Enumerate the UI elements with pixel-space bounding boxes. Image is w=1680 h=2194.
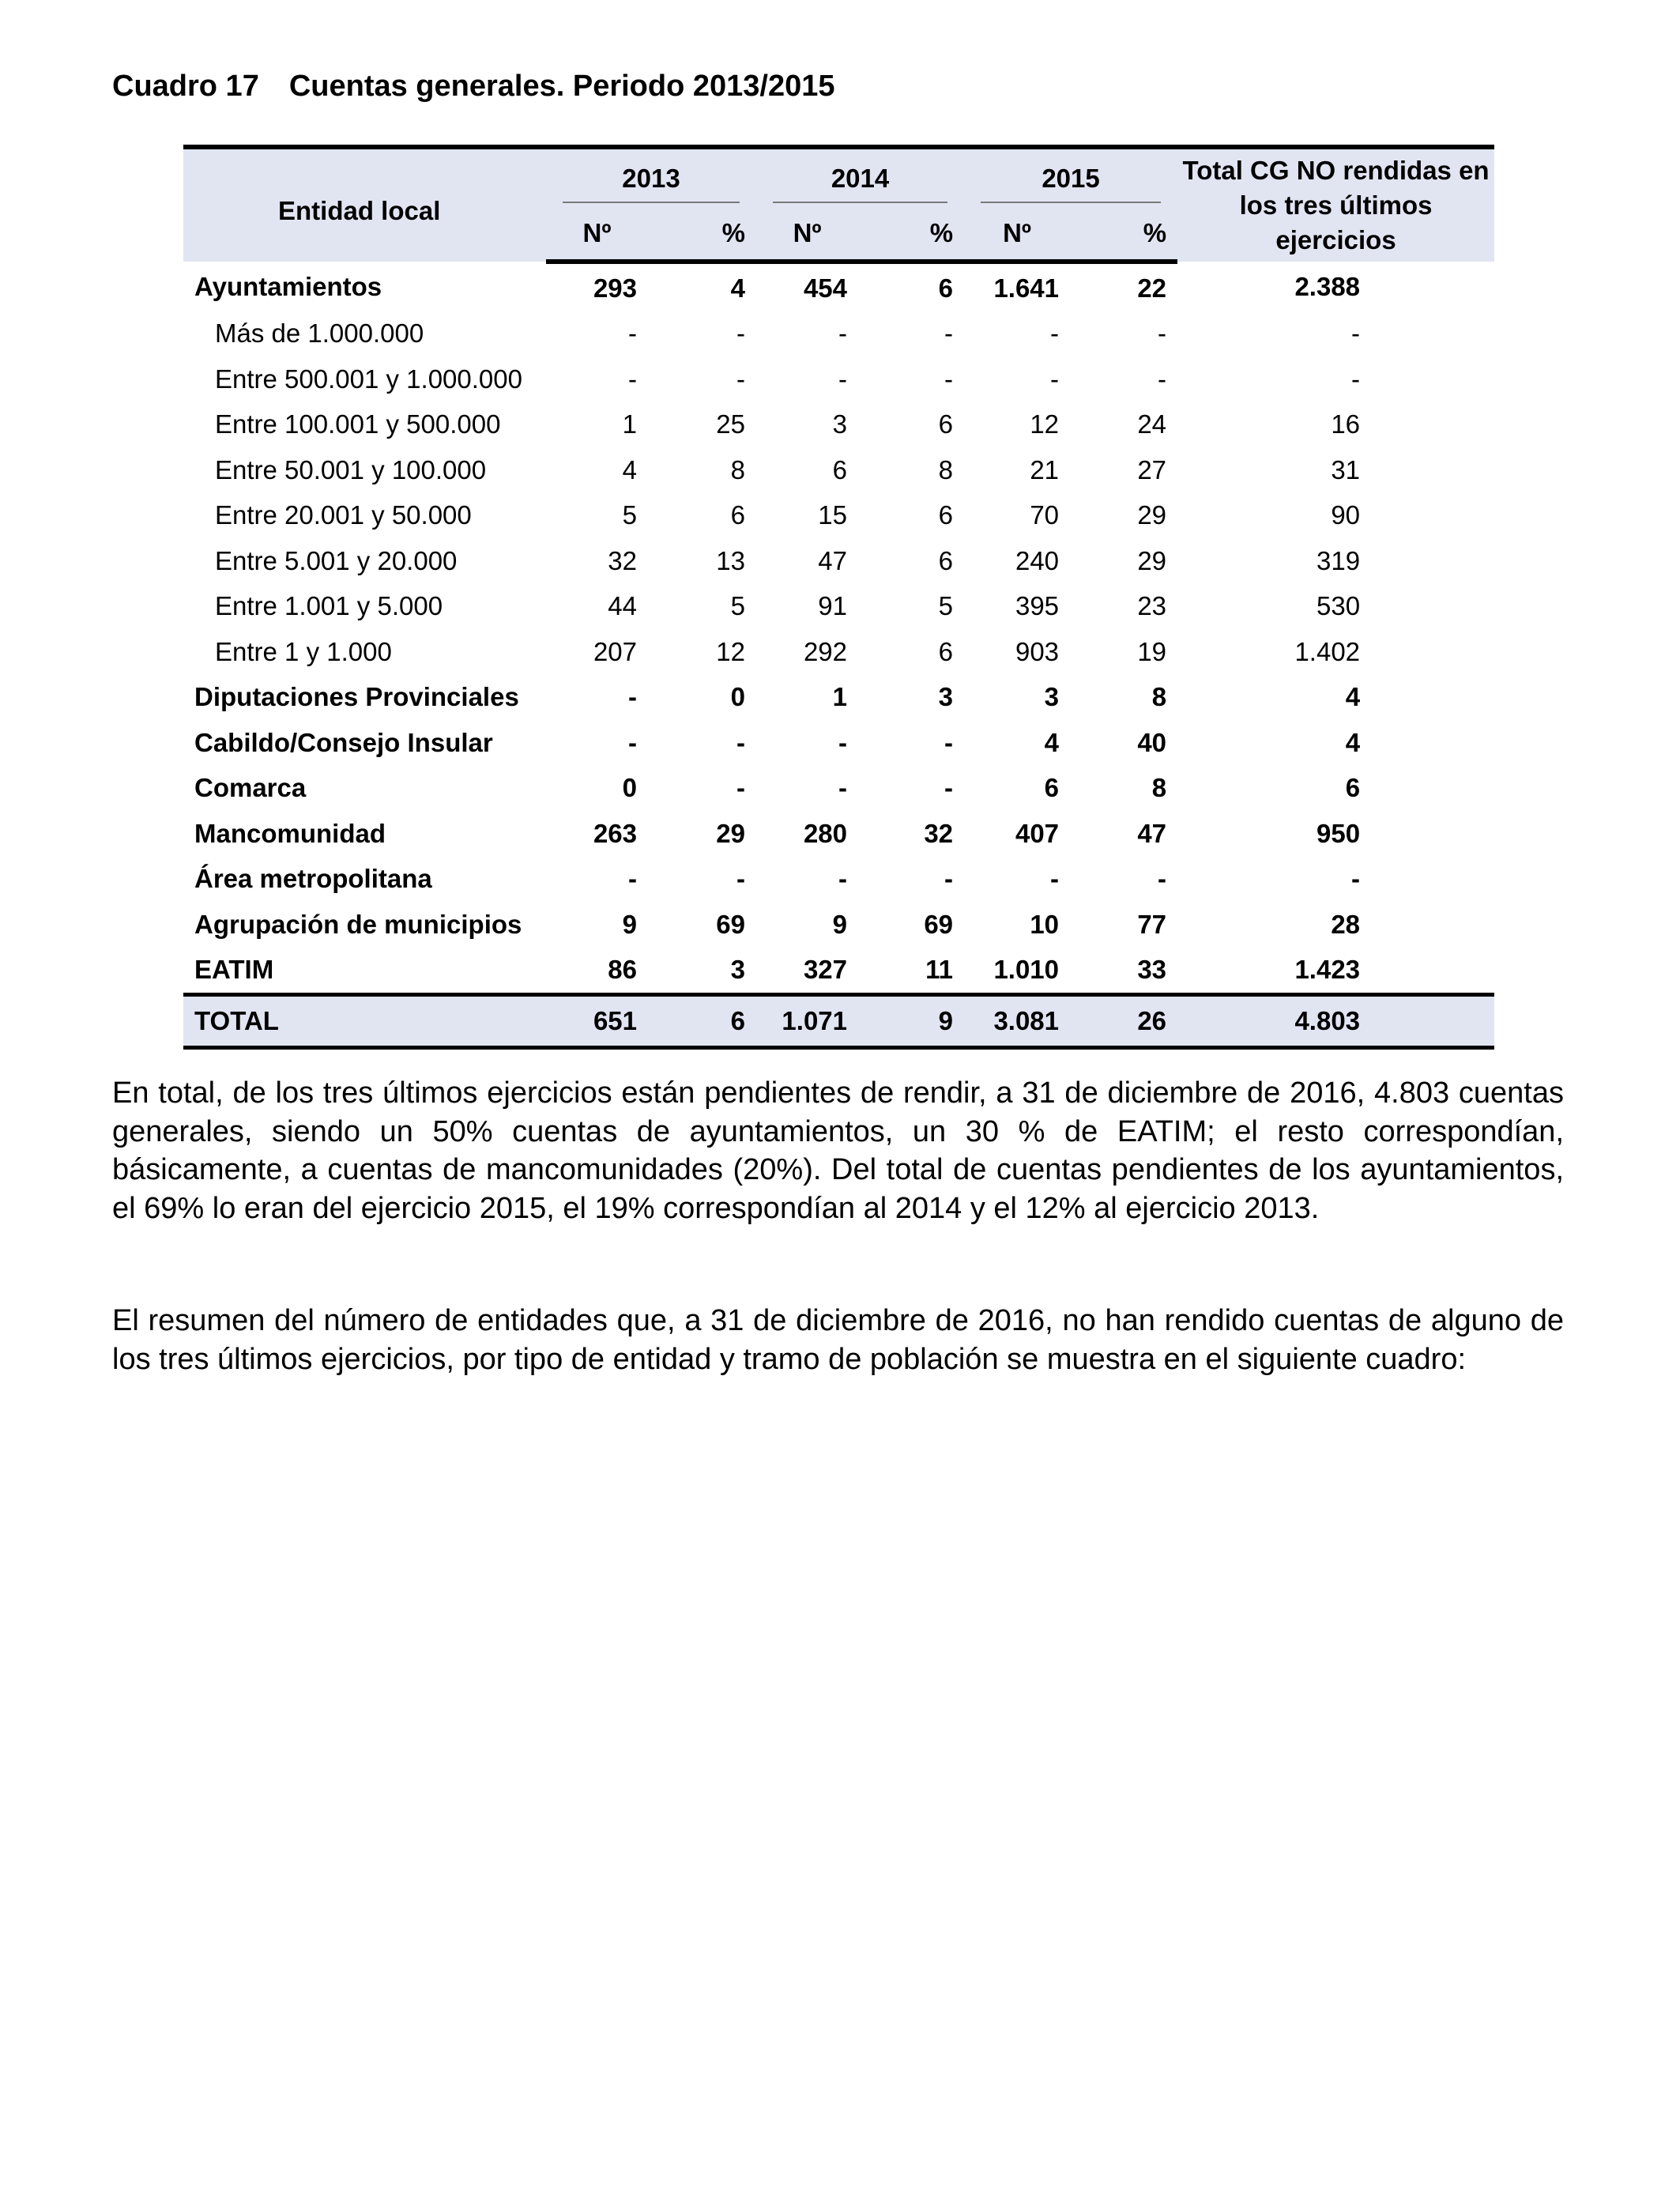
header-n: Nº: [756, 207, 858, 262]
caption-label: Cuadro 17: [112, 70, 259, 103]
total-row: [183, 995, 1494, 1048]
table-row: [183, 766, 1494, 812]
cell-p2013: -: [736, 319, 746, 349]
cell-p2014: -: [944, 319, 954, 349]
cell-p2015: -: [1158, 864, 1167, 894]
cell-p2013: -: [736, 864, 746, 894]
table-row: [183, 584, 1494, 630]
row-label: Entre 50.001 y 100.000: [215, 454, 487, 484]
row-label: Agrupación de municipios: [194, 909, 522, 939]
cell-p2015: 40: [1137, 727, 1167, 757]
table-row: [183, 447, 1494, 493]
cell-n2015: -: [1050, 319, 1060, 349]
header-entity: Entidad local: [183, 147, 546, 262]
cell-n2015: -: [1050, 364, 1060, 394]
table-row: [183, 262, 1494, 311]
cell-p2014: 8: [938, 454, 954, 484]
cell-n2013: 4: [622, 454, 637, 484]
cell-n2014: 47: [818, 545, 848, 575]
cell-n2013: 263: [593, 818, 637, 848]
cell-n2014: 91: [818, 591, 848, 621]
cell-p2015: 19: [1137, 636, 1167, 666]
cell-total: 28: [1331, 909, 1361, 939]
cell-p2013: 29: [716, 818, 746, 848]
header-pct: %: [1070, 207, 1177, 262]
cell-n2015: 1.641: [993, 273, 1060, 303]
cell-n2015: 407: [1015, 818, 1060, 848]
cell-p2013: 8: [730, 454, 746, 484]
cell-p2015: 29: [1137, 500, 1167, 530]
cell-n2013: 5: [622, 500, 637, 530]
cell-p2014: 6: [938, 545, 954, 575]
cell-p2013: 5: [730, 591, 746, 621]
cell-n2015: 12: [1030, 409, 1060, 439]
cell-n2013: 293: [593, 273, 637, 303]
cell-total: 31: [1331, 454, 1361, 484]
cell-p2014: -: [944, 727, 954, 757]
accounts-table: [183, 145, 1494, 1050]
table-row: [183, 356, 1494, 402]
cell-p2015: -: [1158, 319, 1167, 349]
row-label: Comarca: [194, 773, 307, 803]
cell-n2013: 32: [608, 545, 637, 575]
cell-n2014: 292: [803, 636, 848, 666]
cell-p2013: -: [736, 727, 746, 757]
total-label: TOTAL: [183, 995, 546, 1048]
row-label: Área metropolitana: [194, 864, 432, 894]
cell-n2014: 15: [818, 500, 848, 530]
cell-p2014: 5: [938, 591, 954, 621]
cell-p2015: 33: [1137, 955, 1167, 985]
cell-n2014: 6: [832, 454, 848, 484]
caption-text: Cuentas generales. Periodo 2013/2015: [288, 70, 835, 103]
cell-p2015: 22: [1137, 273, 1167, 303]
cell-p2015: 29: [1137, 545, 1167, 575]
row-label: EATIM: [194, 955, 274, 985]
cell-total: -: [1351, 319, 1361, 349]
cell-n2014: 280: [803, 818, 848, 848]
row-label: Más de 1.000.000: [215, 319, 424, 349]
cell-n2014: -: [838, 864, 848, 894]
paragraph-intro-next-table: El resumen del número de entidades que, a 31 de diciembre de 2016, no han rendido cuentas de alguno de los tres últimos ejercicios, por tipo de entidad y tramo de población se muestra en el siguiente cuadro:: [112, 1304, 1564, 1376]
table-row: [183, 857, 1494, 903]
cell-p2013: 25: [716, 409, 746, 439]
table-row: [183, 402, 1494, 448]
cell-n2014: 454: [803, 273, 848, 303]
cell-n2013: 86: [608, 955, 637, 985]
cell-total: 16: [1331, 409, 1361, 439]
row-label: Entre 1 y 1.000: [215, 636, 392, 666]
cell-n2013: 207: [593, 636, 637, 666]
cell-p2015: 23: [1137, 591, 1167, 621]
cell-n2015: 395: [1015, 591, 1060, 621]
table-row: [183, 538, 1494, 584]
cell-p2015: 8: [1151, 682, 1167, 712]
cell-p2013: 4: [730, 273, 746, 303]
row-label: Entre 20.001 y 50.000: [215, 500, 472, 530]
header-pct: %: [648, 207, 756, 262]
table-row: [183, 811, 1494, 857]
cell-p2013: -: [736, 364, 746, 394]
cell-total: 4: [1345, 727, 1361, 757]
cell-n2015: 70: [1030, 500, 1060, 530]
cell-n2013: 44: [608, 591, 637, 621]
cell-n2013: 9: [622, 909, 637, 939]
cell-p2013: 3: [730, 955, 746, 985]
cell-p2014: -: [944, 864, 954, 894]
cell-total: 4: [1345, 682, 1361, 712]
row-label: Entre 1.001 y 5.000: [215, 591, 443, 621]
cell-total: 530: [1316, 591, 1361, 621]
cell-n2015: 240: [1015, 545, 1060, 575]
cell-n2014: -: [838, 364, 848, 394]
total-total: 4.803: [1177, 995, 1494, 1048]
cell-p2013: 12: [716, 636, 746, 666]
cell-total: 2.388: [1294, 272, 1361, 302]
header-pct: %: [858, 207, 964, 262]
cell-n2014: 9: [832, 909, 848, 939]
cell-p2015: 24: [1137, 409, 1167, 439]
table-body: [183, 262, 1494, 995]
table-row: [183, 493, 1494, 539]
cell-total: -: [1351, 864, 1361, 894]
total-p2015: 26: [1070, 995, 1177, 1048]
cell-n2013: -: [628, 727, 637, 757]
cell-p2014: 32: [924, 818, 954, 848]
cell-n2014: 3: [832, 409, 848, 439]
cell-total: 1.402: [1294, 636, 1361, 666]
cell-n2015: 3: [1044, 682, 1060, 712]
header-total: Total CG NO rendidas en los tres últimos ejercicios: [1177, 147, 1494, 262]
cell-n2015: 4: [1044, 727, 1060, 757]
header-year-2015: 2015: [964, 147, 1177, 207]
header-year-2013: 2013: [546, 147, 756, 207]
cell-n2014: -: [838, 319, 848, 349]
cell-total: -: [1351, 364, 1361, 394]
cell-p2014: 6: [938, 273, 954, 303]
cell-n2013: -: [628, 682, 637, 712]
table-header: [183, 147, 1494, 262]
table-caption: [112, 70, 835, 104]
cell-p2014: 6: [938, 636, 954, 666]
row-label: Entre 100.001 y 500.000: [215, 409, 501, 439]
cell-total: 1.423: [1294, 955, 1361, 985]
cell-p2013: 6: [730, 500, 746, 530]
cell-p2015: 27: [1137, 454, 1167, 484]
table-row: [183, 720, 1494, 766]
cell-p2014: -: [944, 364, 954, 394]
cell-total: 950: [1316, 818, 1361, 848]
cell-n2013: -: [628, 319, 637, 349]
row-label: Mancomunidad: [194, 818, 386, 848]
cell-total: 90: [1331, 500, 1361, 530]
row-label: Entre 500.001 y 1.000.000: [215, 364, 522, 394]
total-n2015: 3.081: [964, 995, 1070, 1048]
cell-p2014: 69: [924, 909, 954, 939]
table-row: [183, 675, 1494, 721]
accounts-table-container: [183, 145, 1494, 1050]
header-year-2014: 2014: [756, 147, 964, 207]
cell-n2014: 327: [803, 955, 848, 985]
row-label: Ayuntamientos: [194, 272, 382, 302]
cell-n2015: 21: [1030, 454, 1060, 484]
cell-n2015: 1.010: [993, 955, 1060, 985]
header-n: Nº: [546, 207, 648, 262]
cell-n2014: -: [838, 773, 848, 803]
cell-p2015: -: [1158, 364, 1167, 394]
cell-p2014: -: [944, 773, 954, 803]
cell-p2013: 0: [730, 682, 746, 712]
cell-n2015: -: [1050, 864, 1060, 894]
cell-n2014: -: [838, 727, 848, 757]
cell-p2014: 6: [938, 500, 954, 530]
total-n2013: 651: [546, 995, 648, 1048]
cell-p2015: 47: [1137, 818, 1167, 848]
cell-p2015: 8: [1151, 773, 1167, 803]
header-n: Nº: [964, 207, 1070, 262]
cell-p2013: 69: [716, 909, 746, 939]
total-p2013: 6: [648, 995, 756, 1048]
cell-n2013: 1: [622, 409, 637, 439]
cell-n2013: 0: [622, 773, 637, 803]
cell-p2013: -: [736, 773, 746, 803]
table-row: [183, 311, 1494, 357]
cell-p2014: 3: [938, 682, 954, 712]
row-label: Cabildo/Consejo Insular: [194, 727, 493, 757]
cell-total: 6: [1345, 773, 1361, 803]
cell-n2013: -: [628, 364, 637, 394]
table-row: [183, 902, 1494, 948]
total-n2014: 1.071: [756, 995, 858, 1048]
cell-n2015: 10: [1030, 909, 1060, 939]
total-p2014: 9: [858, 995, 964, 1048]
table-footer: [183, 995, 1494, 1048]
table-row: [183, 948, 1494, 995]
cell-n2015: 6: [1044, 773, 1060, 803]
cell-n2013: -: [628, 864, 637, 894]
cell-n2015: 903: [1015, 636, 1060, 666]
paragraph-summary: En total, de los tres últimos ejercicios están pendientes de rendir, a 31 de diciembre de 2016, 4.803 cuentas generales, siendo un 50% cuentas de ayuntamientos, un 30 % de EATIM; el resto correspondían, básicamente, a cuentas de mancomunidades (20%). Del total de cuentas pendientes de los ayuntamientos, el 69% lo eran del ejercicio 2015, el 19% correspondían al 2014 y el 12% al ejercicio 2013.: [112, 1076, 1564, 1225]
cell-total: 319: [1316, 545, 1361, 575]
row-label: Entre 5.001 y 20.000: [215, 545, 458, 575]
cell-p2014: 11: [925, 955, 954, 985]
row-label: Diputaciones Provinciales: [194, 682, 519, 712]
cell-p2013: 13: [716, 545, 746, 575]
cell-p2015: 77: [1137, 909, 1167, 939]
cell-p2014: 6: [938, 409, 954, 439]
table-row: [183, 629, 1494, 675]
cell-n2014: 1: [832, 682, 848, 712]
